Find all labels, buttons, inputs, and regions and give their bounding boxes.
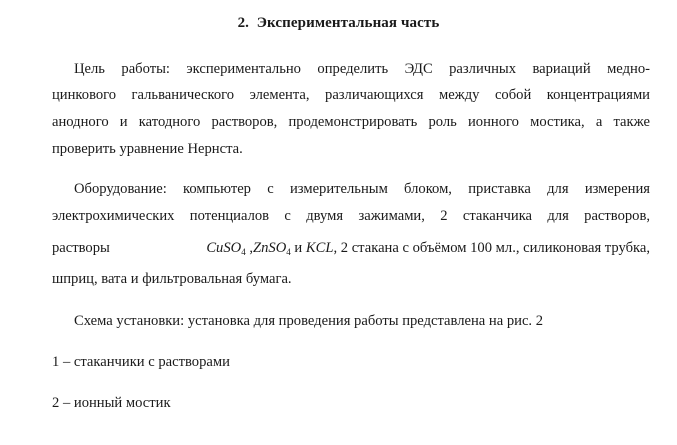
scheme-text: Схема установки: установка для проведения работы представлена на рис. 2 [74,313,544,329]
section-heading [0,15,677,32]
equipment-line-2: электрохимических потенциалов с двумя зажимами, 2 стаканчика для растворов, [52,208,650,224]
goal-line-2: цинкового гальванического элемента, различающихся между собой концентрациями [52,87,650,103]
formula-znso4: ZnSO$_4$ [253,240,291,257]
legend-item-2: 2 – ионный мостик [52,395,171,411]
legend-item-1: 1 – стаканчики с растворами [52,354,230,370]
reagents-prefix: растворы [52,240,110,256]
goal-line-4: проверить уравнение Нернста. [52,141,243,157]
equipment-line-1: Оборудование: компьютер с измерительным блоком, приставка для измерения [74,181,650,197]
equipment-line-4: шприц, вата и фильтровальная бумага. [52,271,292,287]
section-title: Экспериментальная часть [256,15,440,31]
goal-line-1: Цель работы: экспериментально определить ЭДС различных вариаций медно- [74,61,650,77]
equipment-line-3 [52,239,650,257]
reagents-formulas: CuSO$_4$ ,ZnSO$_4$ и KCL, 2 стакана с объёмом 100 мл., силиконовая трубка, [206,240,650,257]
formula-kcl: KCL [305,240,334,256]
goal-line-3: анодного и катодного растворов, продемонстрировать роль ионного мостика, а также [52,114,650,130]
formula-cuso4: CuSO$_4$ [206,240,246,257]
section-number: 2. [237,15,250,31]
